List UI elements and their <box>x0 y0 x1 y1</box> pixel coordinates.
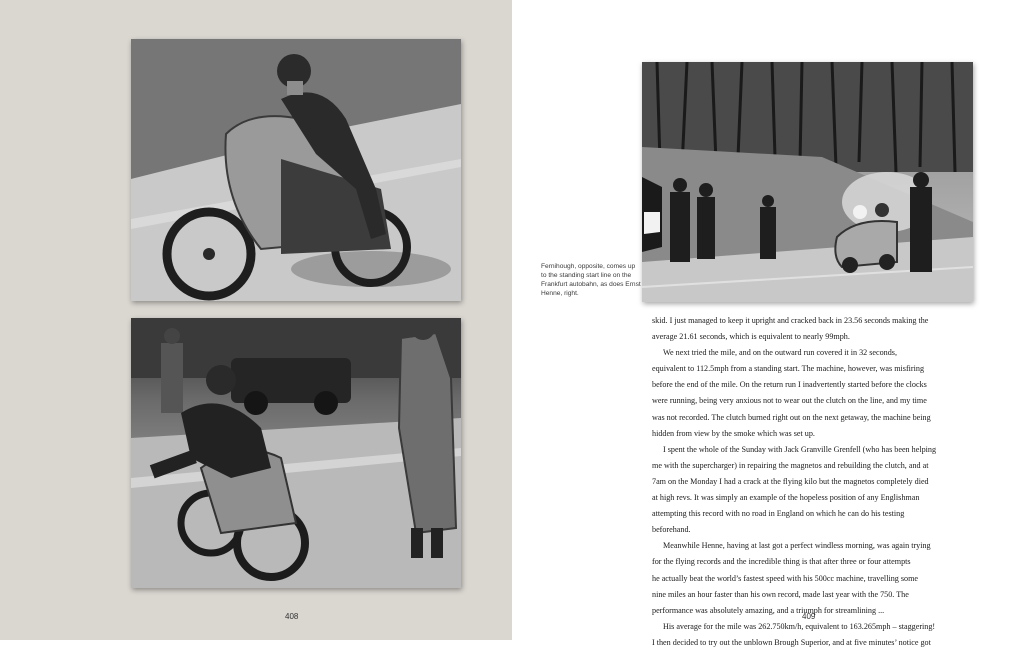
body-text-line: average 21.61 seconds, which is equivalent to nearly 99mph. <box>652 332 850 342</box>
body-text-line: performance was absolutely amazing, and a triumph for streamlining ... <box>652 605 885 615</box>
body-text-line: I then decided to try out the unblown Brough Superior, and at five minutes’ notice got <box>652 637 931 647</box>
body-text-line: for the flying records and the incredible thing is that after three or four attempts <box>652 557 911 567</box>
body-text-line: equivalent to 112.5mph from a standing start. The machine, however, was misfiring <box>652 364 925 374</box>
body-text-line: were running, being very anxious not to wear out the clutch on the line, and my time <box>652 396 927 406</box>
photo-henne-streamliner <box>642 62 973 302</box>
body-text-line: at high revs. It was simply an example of the hopeless position of any Englishman <box>652 493 920 503</box>
body-text-line: skid. I just managed to keep it upright and cracked back in 23.56 seconds making the <box>652 316 929 325</box>
body-text-line: 7am on the Monday I had a crack at the flying kilo but the magnetos completely died <box>652 476 929 486</box>
body-text-line: hidden from view by the smoke which was set up. <box>652 428 815 438</box>
body-text-line: I spent the whole of the Sunday with Jack Granville Grenfell (who has been helping <box>663 444 937 454</box>
body-text-line: me with the supercharger) in repairing the magnetos and rebuilding the clutch, and at <box>652 460 929 470</box>
left-page <box>0 0 512 640</box>
photo-henne-start-line-image <box>131 318 461 588</box>
page-number-left: 408 <box>285 612 299 621</box>
body-text-line: Meanwhile Henne, having at last got a perfect windless morning, was again trying <box>663 541 931 551</box>
body-text-line: was not recorded. The clutch burned right out on the next getaway, the machine being <box>652 412 931 422</box>
photo-caption: Fernihough, opposite, comes up to the standing start line on the Frankfurt autobahn, as does Ernst Henne, right. <box>541 263 641 297</box>
body-text-line: he actually beat the world’s fastest speed with his 500cc machine, travelling some <box>652 573 919 583</box>
body-text-line: beforehand. <box>652 525 691 535</box>
photo-henne-start-line <box>131 318 461 588</box>
body-text <box>652 313 970 651</box>
body-text-line: before the end of the mile. On the return run I inadvertently started before the clocks <box>652 380 927 390</box>
page-number-right: 409 <box>802 612 816 621</box>
body-text-line: attempting this record with no road in England on which he can do his testing <box>652 509 905 519</box>
photo-henne-streamliner-image <box>642 62 973 302</box>
body-text-line: nine miles an hour faster than his own record, made last year with the 750. The <box>652 589 909 599</box>
body-text-line: We next tried the mile, and on the outward run covered it in 32 seconds, <box>663 348 898 358</box>
photo-fernihough-riding <box>131 39 461 301</box>
body-text-line: His average for the mile was 262.750km/h, equivalent to 163.265mph – staggering! <box>663 621 936 631</box>
photo-fernihough-riding-image <box>131 39 461 301</box>
right-page <box>512 0 1024 647</box>
